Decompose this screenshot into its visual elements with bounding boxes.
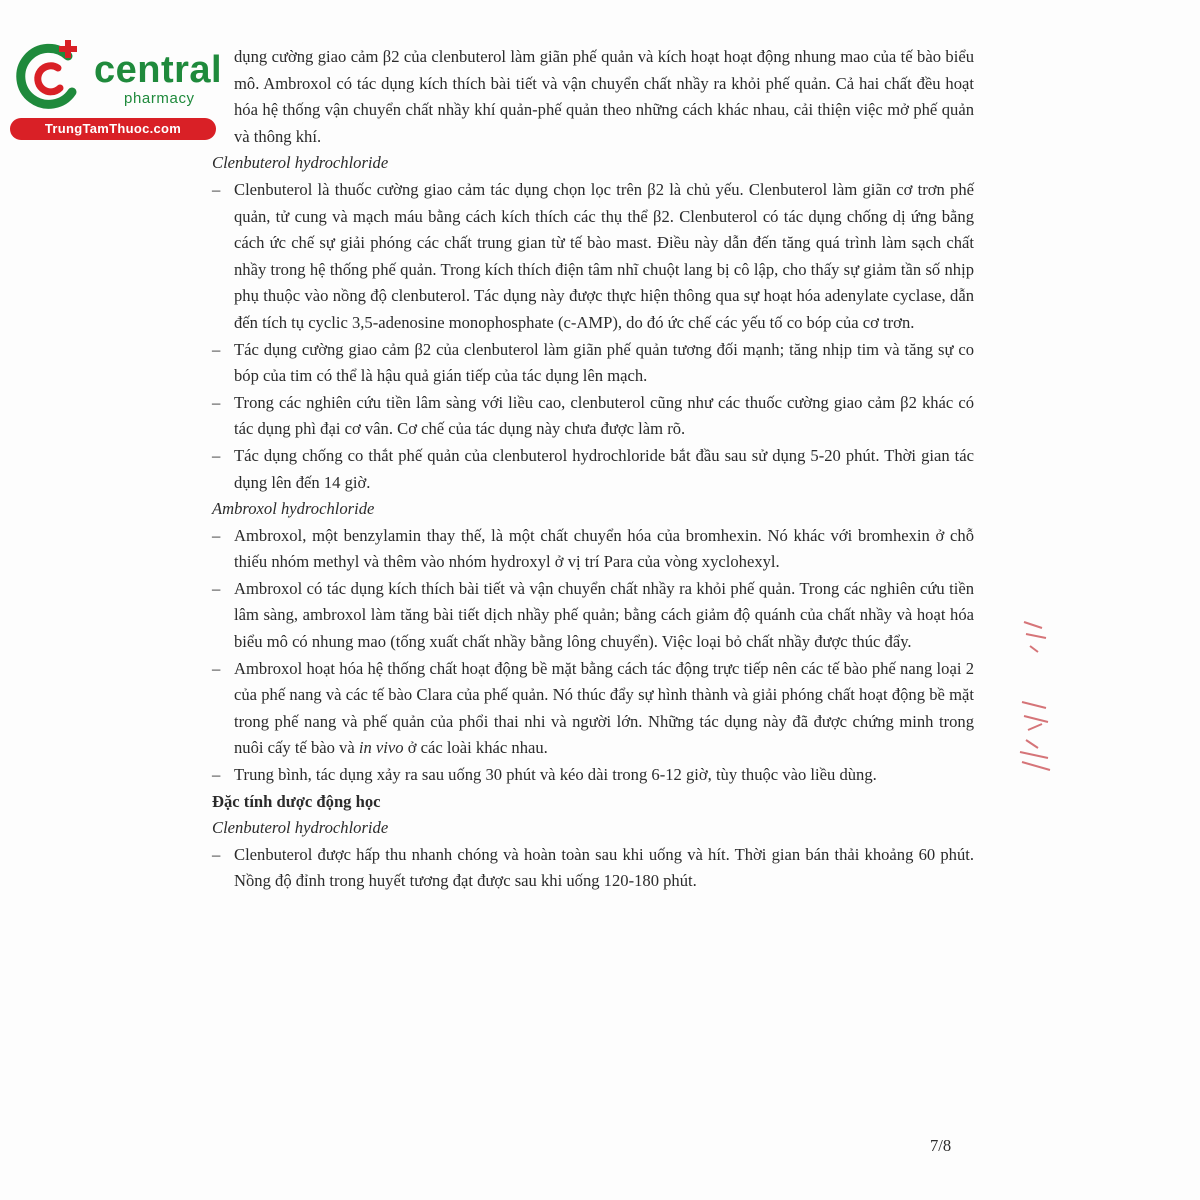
logo-url-banner: TrungTamThuoc.com xyxy=(10,118,216,140)
intro-paragraph: dụng cường giao cảm β2 của clenbuterol làm giãn phế quản và kích hoạt hoạt động nhung mao của tế bào biểu mô. Ambroxol có tác dụng kích thích bài tiết và vận chuyển chất nhầy ra khỏi phế quản. Cả hai chất đều hoạt hóa hệ thống vận chuyển chất nhầy khí quản-phế quản theo những cách khác nhau, cải thiện việc mở phế quản và thông khí. xyxy=(234,47,974,146)
list-item-text: Trong các nghiên cứu tiền lâm sàng với liều cao, clenbuterol cũng như các thuốc cường giao cảm β2 khác có tác dụng phì đại cơ vân. Cơ chế của tác dụng này chưa được làm rõ. xyxy=(234,392,974,439)
list-item-text: Tác dụng chống co thắt phế quản của clenbuterol hydrochloride bắt đầu sau sử dụng 5-20 phút. Thời gian tác dụng lên đến 14 giờ. xyxy=(234,445,974,492)
red-stamp-mark xyxy=(1012,612,1062,782)
dash-marker: – xyxy=(212,445,221,465)
list-item-text: Tác dụng cường giao cảm β2 của clenbuterol làm giãn phế quản tương đối mạnh; tăng nhịp tim và tăng sự co bóp của tim có thể là hậu quả gián tiếp của tác dụng lên mạch. xyxy=(234,339,974,386)
central-logo-icon xyxy=(10,38,90,118)
in-vivo-italic: in vivo xyxy=(358,738,404,758)
dash-marker: – xyxy=(212,844,221,864)
list-item xyxy=(212,762,974,789)
list-item xyxy=(212,390,974,443)
pharmacokinetics-title: Đặc tính dược động học xyxy=(212,791,381,811)
ambroxol-pharmacodynamics-heading: Ambroxol hydrochloride xyxy=(212,499,375,519)
list-item-text: Ambroxol hoạt hóa hệ thống chất hoạt động bề mặt bằng cách tác động trực tiếp nên các tế bào phế nang loại 2 của phế nang và các tế bào Clara của phế quản. Nó thúc đẩy sự hình thành và giải phóng chất hoạt động bề mặt trong phế nang và phế quản của phổi thai nhi và người lớn. Những tác dụng này đã được chứng minh trong nuôi cấy tế bào và xyxy=(234,658,974,758)
dash-marker: – xyxy=(212,525,221,545)
clenbuterol-pharmacodynamics-heading: Clenbuterol hydrochloride xyxy=(212,153,389,173)
logo-subtitle: pharmacy xyxy=(124,90,195,107)
list-item xyxy=(212,443,974,496)
list-item xyxy=(212,337,974,390)
clenbuterol-pharmacokinetics-heading: Clenbuterol hydrochloride xyxy=(212,818,389,838)
list-item xyxy=(212,656,974,762)
dash-marker: – xyxy=(212,765,221,785)
list-item-text: Trung bình, tác dụng xảy ra sau uống 30 phút và kéo dài trong 6-12 giờ, tùy thuộc vào liều dùng. xyxy=(234,765,877,785)
document-body xyxy=(212,44,974,895)
page-number: 7/8 xyxy=(930,1136,952,1155)
list-item-text-end: ở các loài khác nhau. xyxy=(403,738,548,758)
list-item-text: Clenbuterol được hấp thu nhanh chóng và hoàn toàn sau khi uống và hít. Thời gian bán thải khoảng 60 phút. Nồng độ đỉnh trong huyết tương đạt được sau khi uống 120-180 phút. xyxy=(234,844,974,891)
dash-marker: – xyxy=(212,578,221,598)
dash-marker: – xyxy=(212,179,221,199)
list-item-text: Clenbuterol là thuốc cường giao cảm tác dụng chọn lọc trên β2 là chủ yếu. Clenbuterol làm giãn cơ trơn phế quản, tử cung và mạch máu bằng cách kích thích các thụ thể β2. Clenbuterol có tác dụng chống dị ứng bằng cách ức chế sự giải phóng các chất trung gian từ tế bào mast. Điều này dẫn đến tăng quá trình làm sạch chất nhầy trong hệ thống phế quản. Trong kích thích điện tâm nhĩ chuột lang bị cô lập, cho thấy sự giảm tần số nhịp phụ thuộc vào nồng độ clenbuterol. Tác dụng này được thực hiện thông qua sự hoạt hóa adenylate cyclase, dẫn đến tích tụ cyclic 3,5-adenosine monophosphate (c-AMP), do đó ức chế các yếu tố co bóp của cơ trơn. xyxy=(234,179,974,332)
list-item-text: Ambroxol có tác dụng kích thích bài tiết và vận chuyển chất nhầy ra khỏi phế quản. Trong các nghiên cứu tiền lâm sàng, ambroxol làm tăng bài tiết dịch nhầy phế quản; bằng cách giảm độ quánh của chất nhầy và hoạt hóa biểu mô có nhung mao (tống xuất chất nhầy bằng lông chuyển). Việc loại bỏ chất nhầy được thúc đẩy. xyxy=(234,578,974,652)
list-item xyxy=(212,842,974,895)
logo-wordmark: central xyxy=(94,49,223,91)
pharmacy-logo[interactable] xyxy=(8,34,223,144)
list-item xyxy=(212,523,974,576)
list-item xyxy=(212,576,974,656)
list-item xyxy=(212,177,974,337)
dash-marker: – xyxy=(212,339,221,359)
dash-marker: – xyxy=(212,392,221,412)
dash-marker: – xyxy=(212,658,221,678)
list-item-text: Ambroxol, một benzylamin thay thế, là một chất chuyển hóa của bromhexin. Nó khác với bromhexin ở chỗ thiếu nhóm methyl và thêm vào nhóm hydroxyl ở vị trí Para của vòng xyclohexyl. xyxy=(234,525,974,572)
